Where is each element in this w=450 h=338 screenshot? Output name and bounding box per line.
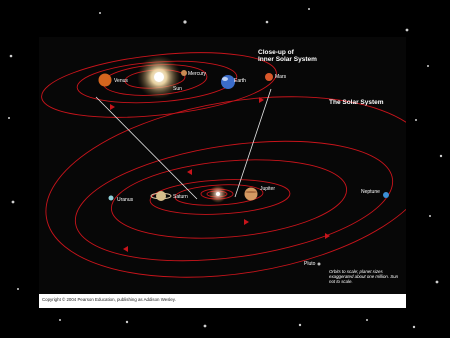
center-sun — [216, 192, 220, 196]
uranus-planet — [109, 196, 114, 201]
inner-title-line-2: Inner Solar System — [258, 55, 317, 63]
closeup-connector-lines — [96, 86, 271, 199]
pluto-planet — [318, 263, 321, 266]
inner-title-line-1: Close-up of — [258, 49, 294, 56]
neptune-planet — [383, 192, 389, 198]
pluto-label: Pluto — [304, 261, 316, 267]
inner-system-title — [258, 50, 317, 64]
sun — [154, 72, 164, 82]
solar-system-diagram — [39, 37, 406, 294]
uranus-label: Uranus — [117, 197, 134, 203]
sun-label: Sun — [173, 86, 182, 92]
mars-label: Mars — [275, 74, 287, 80]
mercury-label: Mercury — [188, 71, 207, 77]
neptune-label: Neptune — [361, 189, 380, 195]
scale-note: Orbits to scale; planet sizes exaggerated about one million. Sun not to scale. — [329, 269, 399, 285]
copyright-text: Copyright © 2004 Pearson Education, publishing as Addison Wesley. — [42, 297, 176, 302]
orbit-direction-arrows — [110, 97, 330, 252]
slide-frame — [39, 37, 406, 308]
venus-planet — [99, 74, 112, 87]
jupiter-label: Jupiter — [260, 186, 276, 192]
earth-planet — [221, 75, 235, 89]
solar-system-title: The Solar System — [329, 99, 384, 106]
saturn-planet — [156, 191, 166, 201]
saturn-label: Saturn — [173, 194, 188, 200]
earth-label: Earth — [234, 78, 246, 84]
mars-planet — [265, 73, 273, 81]
mercury-planet — [181, 70, 187, 76]
venus-label: Venus — [114, 78, 128, 84]
jupiter-planet — [245, 188, 258, 201]
